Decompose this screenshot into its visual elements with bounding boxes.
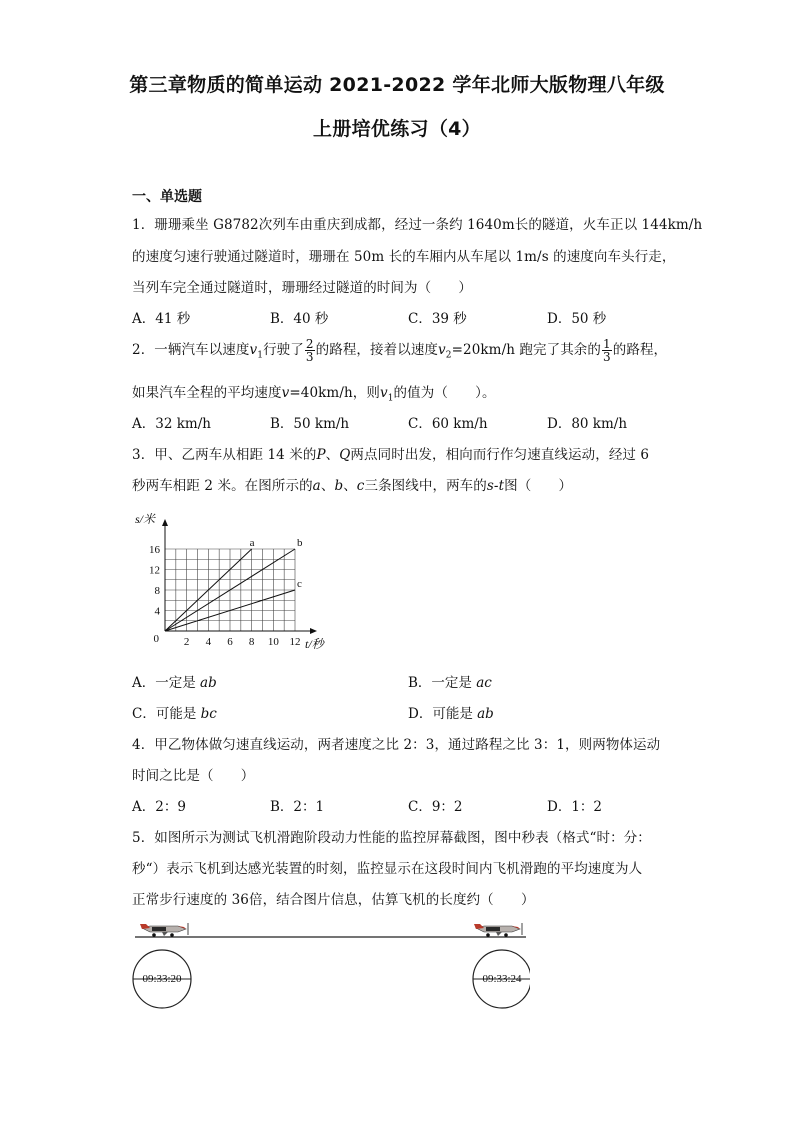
series-label-b: b [297,537,303,549]
q2-line2 [132,381,496,404]
y-tick-label: 16 [149,544,160,556]
q3-sep: 、 [325,447,340,463]
q3-l1-b: 两点同时出发，相向而行作匀速直线运动，经过 6 [350,447,650,463]
q2-line1 [132,338,667,363]
x-tick-label: 10 [267,636,279,648]
y-axis-label: s/米 [135,512,156,526]
q4-option-c[interactable]: C．9：2 [408,799,463,815]
series-label-c: c [297,578,302,590]
frac2-denominator: 3 [603,350,611,364]
q2-text-2: 行驶了 [263,342,304,358]
q3-option-c-val: bc [200,706,217,722]
q2-l2-c: 的值为（ ）。 [393,385,496,401]
q2-option-a[interactable]: A．32 km/h [132,416,211,432]
q3-option-a-val: ab [200,675,217,691]
q3-sep-1: 、 [320,478,335,494]
airplane-icon-right [474,923,522,937]
q2-option-c[interactable]: C．60 km/h [408,416,488,432]
q4-option-a[interactable]: A．2：9 [132,799,186,815]
q2-text-3: 的路程，接着以速度 [315,342,439,358]
x-tick-label: 2 [183,636,190,648]
q2-l2-a: 如果汽车全程的平均速度 [132,385,282,401]
page-title-line2: 上册培优练习（4） [313,118,481,140]
section-heading: 一、单选题 [132,189,202,205]
airplane-figure [130,912,530,1012]
q4-option-b[interactable]: B．2：1 [270,799,325,815]
x-axis-label: t/秒 [305,637,324,651]
q2-sub-1: 1 [257,350,264,361]
q1-option-a[interactable]: A．41 秒 [132,311,191,327]
q2-sub-2: 2 [445,350,452,361]
x-tick-label: 6 [227,636,233,648]
q1-line2: 的速度匀速行驶通过隧道时，珊珊在 50m 长的车厢内从车尾以 1m/s 的速度向车头行走， [132,249,676,265]
chart-labels [135,512,326,651]
q1-line1: 1．珊珊乘坐 G8782次列车由重庆到成都，经过一条约 1640m长的隧道，火车正以 144km/h [132,217,703,233]
q2-option-b[interactable]: B．50 km/h [270,416,350,432]
q3-l2-a: 秒两车相距 2 米。在图所示的 [132,478,313,494]
q1-option-d[interactable]: D．50 秒 [547,311,607,327]
q3-line2 [132,474,572,494]
q3-var-c: c [356,478,365,494]
frac1-numerator: 2 [305,337,314,351]
q5-line3: 正常步行速度的 36倍，结合图片信息，估算飞机的长度约（ ） [132,892,535,908]
q5-line1: 5．如图所示为测试飞机滑跑阶段动力性能的监控屏幕截图，图中秒表（格式“时：分： [132,830,651,846]
airplane-icon-left [140,923,188,937]
q1-option-b[interactable]: B．40 秒 [270,311,329,327]
frac2-numerator: 1 [603,337,611,351]
q4-option-d[interactable]: D．1：2 [547,799,603,815]
q3-option-d-val: ab [477,706,494,722]
y-tick-label: 4 [154,605,160,618]
origin-label: 0 [153,633,159,645]
q2-text-5: 的路程， [612,342,668,358]
q2-var-v2: v [438,342,446,358]
q3-option-c[interactable] [132,702,217,722]
q1-line3: 当列车完全通过隧道时，珊珊经过隧道的时间为（ ） [132,280,472,296]
q3-option-d-label: D．可能是 [408,706,478,722]
y-axis-arrow-icon [162,519,168,526]
q3-line1 [132,443,649,463]
clock-right-time: 09:33:24 [482,973,522,985]
q3-option-b-label: B．一定是 [408,675,477,691]
q2-var-v1: v [249,342,258,358]
q3-option-a[interactable] [132,671,217,691]
q2-option-d[interactable]: D．80 km/h [547,416,628,432]
q3-option-d[interactable] [408,702,494,722]
x-tick-label: 8 [248,636,255,648]
q2-fraction-two-thirds [305,338,315,363]
q2-text-4: =20km/h 跑完了其余的 [451,342,601,358]
q2-var-v1b: v [379,385,388,401]
q3-option-a-label: A．一定是 [132,675,201,691]
frac1-denominator: 3 [305,350,314,364]
q4-line1: 4．甲乙物体做匀速直线运动，两者速度之比 2：3，通过路程之比 3：1，则两物体运动 [132,737,661,753]
q3-sep-2: 、 [343,478,357,494]
q2-l2-b: =40km/h，则 [289,385,380,401]
q3-option-b[interactable] [408,671,492,691]
q4-line2: 时间之比是（ ） [132,768,255,784]
q2-text-1: 2．一辆汽车以速度 [132,342,250,358]
q3-var-b: b [334,478,344,494]
st-graph [125,505,345,655]
series-label-a: a [249,537,255,549]
chart-axes [162,519,317,634]
q5-line2: 秒“）表示飞机到达感光装置的时刻，监控显示在这段时间内飞机滑跑的平均速度为人 [132,861,643,877]
q2-fraction-one-third [602,338,612,363]
x-axis-arrow-icon [310,628,317,634]
q3-var-a: a [312,478,321,494]
page-title: 第三章物质的简单运动 2021-2022 学年北师大版物理八年级 [129,74,665,96]
q3-var-st: s-t [486,478,505,494]
y-tick-label: 12 [149,564,160,577]
q3-l2-c: 图（ ） [504,478,573,494]
q1-option-c[interactable]: C．39 秒 [408,311,467,327]
q3-point-p: P [316,447,326,463]
x-tick-label: 12 [289,636,301,648]
y-tick-label: 8 [154,585,160,597]
q3-l2-b: 三条图线中，两车的 [364,478,487,494]
q3-option-b-val: ac [476,675,492,691]
clock-left-time: 09:33:20 [142,973,182,985]
q2-sub-1b: 1 [387,393,394,404]
x-tick-label: 4 [205,636,212,648]
q2-var-v: v [281,385,290,401]
q3-option-c-label: C．可能是 [132,706,201,722]
q3-point-q: Q [339,447,351,463]
q3-l1-a: 3．甲、乙两车从相距 14 米的 [132,447,317,463]
